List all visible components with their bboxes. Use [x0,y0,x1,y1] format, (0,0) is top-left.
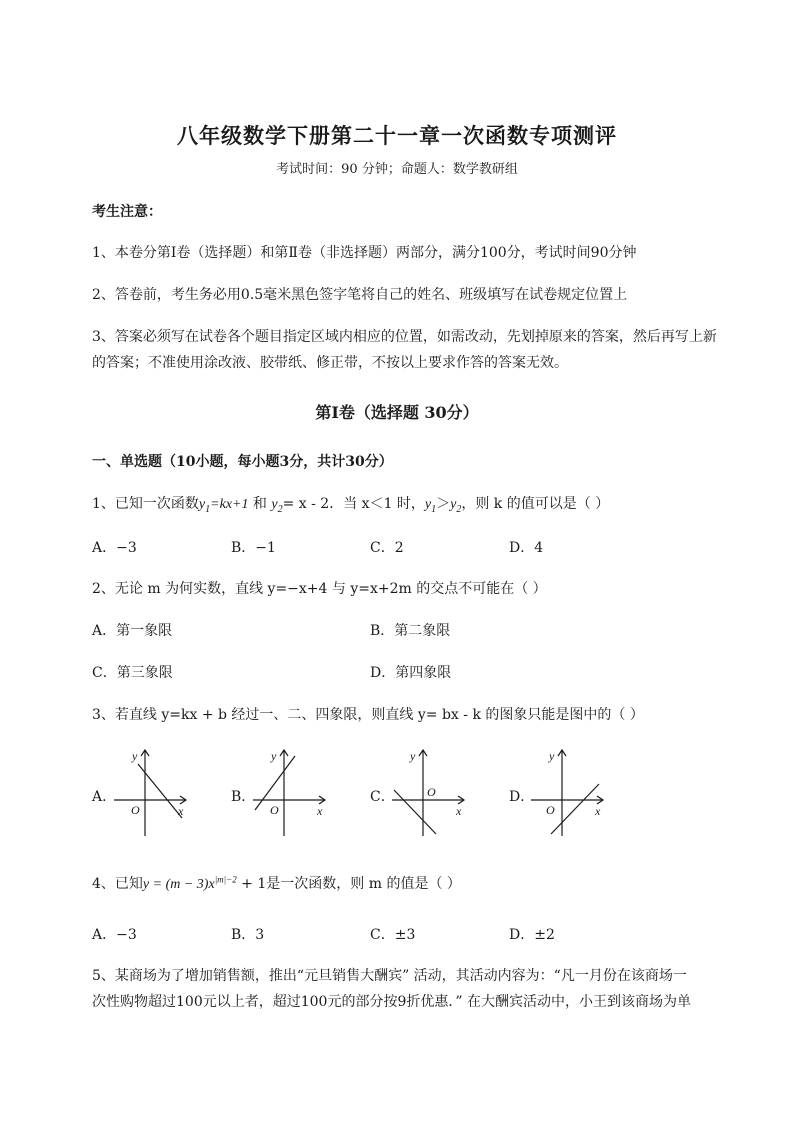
option-d: D．4 [509,540,544,556]
origin-label: O [427,785,436,799]
option-c: C． [370,789,395,805]
option-b: B． [231,789,256,805]
notice-item: 1、本卷分第I卷（选择题）和第Ⅱ卷（非选择题）两部分，满分100分，考试时间90分钟 [92,245,637,261]
graph-b [251,744,331,840]
x-label: x [178,804,184,818]
x-label: x [456,804,462,818]
question-2: 2、无论 m 为何实数，直线 y=−x+4 与 y=x+2m 的交点不可能在（ ） [92,581,547,597]
option-c: C．第三象限 [92,665,173,681]
graph-line [255,756,295,810]
notice-item: 2、答卷前，考生务必用0.5毫米黑色签字笔将自己的姓名、班级填写在试卷规定位置上 [92,287,628,303]
notice-item: 的答案；不准使用涂改液、胶带纸、修正带，不按以上要求作答的答案无效。 [92,355,568,371]
formula-exponent: |m|−2 [214,874,237,885]
graph-d [529,744,609,840]
question-5-line: 次性购物超过100元以上者，超过100元的部分按9折优惠．” 在大酬宾活动中，小王到该商场为单 [92,994,691,1010]
option-c: C．±3 [370,927,416,943]
y-label: y [271,749,277,763]
option-c: C．2 [370,540,404,556]
graph-a [112,744,192,840]
y-label: y [410,749,416,763]
notice-heading: 考生注意： [92,204,162,220]
question-3: 3、若直线 y=kx + b 经过一、二、四象限，则直线 y= bx - k 的图象只能是图中的（ ） [92,707,644,723]
notice-item: 3、答案必须写在试卷各个题目指定区域内相应的位置，如需改动，先划掉原来的答案，然后再写上新 [92,329,717,345]
option-a: A．−3 [92,540,137,556]
question-1: 1、已知一次函数$y_1=kx+1$ 和 $y_2= x - 2$．当 x＜1 时，$y_1>y_2$，则 k 的值可以是（ ） [92,496,610,515]
x-label: x [317,804,323,818]
option-a: A．第一象限 [92,623,173,639]
option-b: B．−1 [231,540,276,556]
graph-line [551,784,599,834]
question-4: 4、已知$y = (m - 3)x^{|m|-2} + 1$是一次函数，则 m 的值是（ ） [92,874,461,892]
origin-label: O [546,803,555,817]
y-label: y [132,749,138,763]
page-title: 八年级数学下册第二十一章一次函数专项测评 [177,123,617,148]
y-label: y [549,749,555,763]
exam-info: 考试时间：90 分钟；命题人：数学教研组 [276,162,518,177]
option-b: B．第二象限 [370,623,451,639]
section-title: 第I卷（选择题 30分） [315,403,479,422]
origin-label: O [270,803,279,817]
formula: y = (m − 3)x [142,877,215,892]
option-a: A．−3 [92,927,137,943]
option-a: A． [92,789,117,805]
option-d: D．第四象限 [370,665,452,681]
part-heading: 一、单选题（10小题，每小题3分，共计30分） [92,454,393,470]
option-b: B．3 [231,927,265,943]
graph-c [390,744,470,840]
question-5-line: 5、某商场为了增加销售额，推出“元旦销售大酬宾” 活动，其活动内容为：“凡一月份在该商场一 [92,968,687,984]
option-d: D．±2 [509,927,555,943]
x-label: x [595,804,601,818]
option-d: D． [509,789,535,805]
origin-label: O [131,803,140,817]
